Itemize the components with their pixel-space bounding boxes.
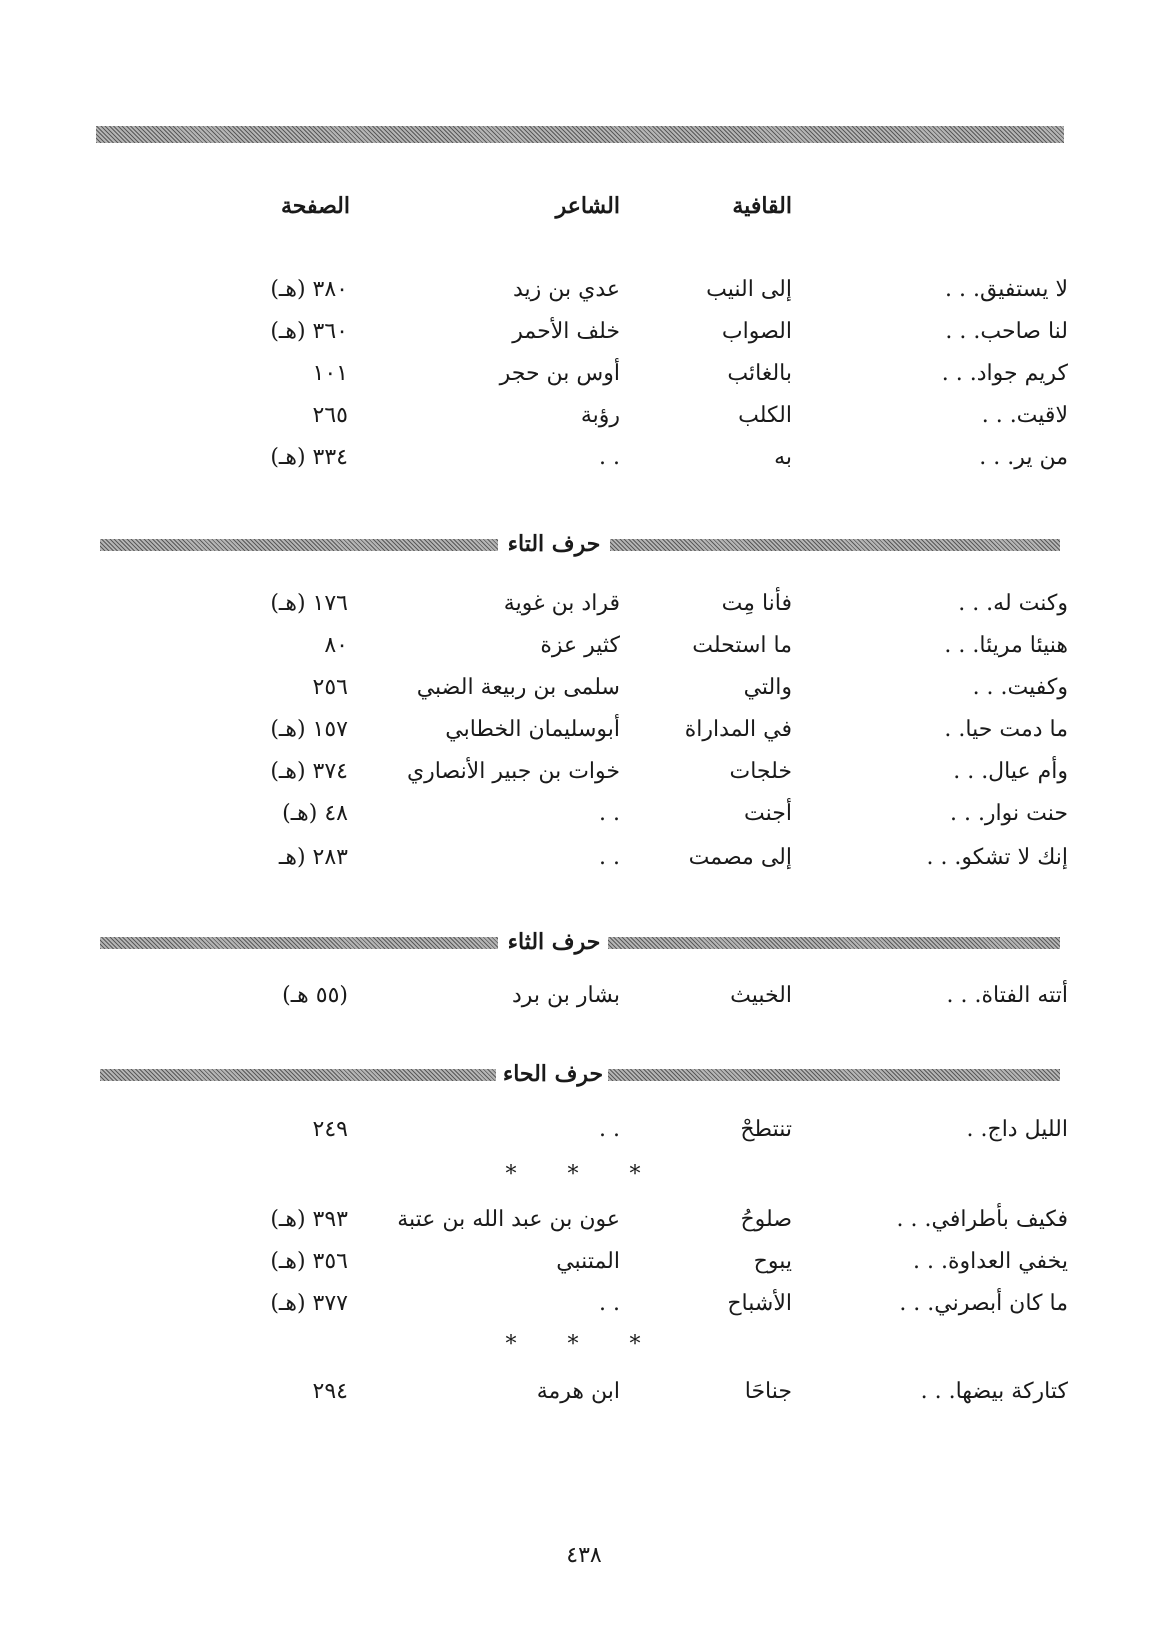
section-heading-thaa	[100, 922, 1060, 962]
poet-cell: ابن هرمة	[536, 1379, 620, 1404]
rhyme-cell: والتي	[743, 675, 792, 700]
page-number: ٤٣٨	[566, 1543, 602, 1568]
poet-cell: . .	[599, 1117, 620, 1142]
poet-cell: بشار بن برد	[512, 983, 620, 1008]
table-row	[0, 396, 1168, 436]
section-rule-left	[100, 1069, 496, 1081]
rhyme-cell: به	[774, 445, 792, 470]
page-cell: ٣٣٤ (هـ)	[270, 445, 348, 470]
poet-cell: عدي بن زيد	[512, 277, 620, 302]
poet-cell: المتنبي	[556, 1249, 620, 1274]
table-row	[0, 312, 1168, 352]
page-cell: ٢٤٩	[312, 1117, 348, 1142]
page-cell: ١٥٧ (هـ)	[270, 717, 348, 742]
page-cell: ٣٩٣ (هـ)	[270, 1207, 348, 1232]
section-title: حرف التاء	[507, 531, 601, 557]
verse-cell: وكفيت. . .	[972, 675, 1068, 700]
page-cell: ٢٩٤	[312, 1379, 348, 1404]
table-row	[0, 1372, 1168, 1412]
poet-cell: قراد بن غوية	[503, 591, 620, 616]
verse-cell: كريم جواد. . .	[941, 361, 1068, 386]
verse-cell: الليل داج. .	[966, 1117, 1068, 1142]
page-cell: ٢٦٥	[312, 403, 348, 428]
section-heading-haa	[100, 1054, 1060, 1094]
verse-cell: لنا صاحب. . .	[945, 319, 1068, 344]
page-cell: ٨٠	[324, 633, 348, 658]
section-rule-right	[608, 937, 1060, 949]
rhyme-cell: الصواب	[721, 319, 792, 344]
page-cell: ١٠١	[312, 361, 348, 386]
table-row	[0, 794, 1168, 834]
rhyme-cell: تنتطحْ	[740, 1117, 792, 1142]
poet-cell: . .	[599, 445, 620, 470]
rhyme-cell: فأنا مِت	[721, 591, 792, 616]
verse-cell: وأم عيال. . .	[953, 759, 1068, 784]
page-cell: ٣٨٠ (هـ)	[270, 277, 348, 302]
table-row	[0, 976, 1168, 1016]
poet-cell: عون بن عبد الله بن عتبة	[397, 1207, 620, 1232]
page-cell: ٤٨ (هـ)	[282, 801, 348, 826]
page-cell: ٢٨٣ (هـ	[278, 845, 348, 870]
poet-cell: . .	[599, 801, 620, 826]
verse-cell: يخفي العداوة. . .	[913, 1249, 1068, 1274]
section-rule-right	[610, 539, 1060, 551]
table-row	[0, 1110, 1168, 1150]
verse-cell: حنت نوار. . .	[949, 801, 1068, 826]
poet-cell: رؤبة	[580, 403, 620, 428]
table-row	[0, 438, 1168, 478]
table-row	[0, 710, 1168, 750]
poet-cell: أبوسليمان الخطابي	[445, 717, 620, 742]
poet-cell: كثير عزة	[540, 633, 620, 658]
rhyme-cell: صلوحُ	[740, 1207, 792, 1232]
section-title: حرف الثاء	[507, 929, 601, 955]
poet-cell: خوات بن جبير الأنصاري	[406, 759, 620, 784]
separator-stars: * * *	[505, 1162, 663, 1187]
section-rule-left	[100, 539, 498, 551]
verse-cell: هنيئا مريئا. . .	[944, 633, 1068, 658]
verse-cell: وكنت له. . .	[958, 591, 1068, 616]
rhyme-cell: إلى النيب	[706, 277, 792, 302]
rhyme-cell: خلجات	[729, 759, 792, 784]
table-row	[0, 668, 1168, 708]
page-cell: (٥٥ هـ)	[282, 983, 348, 1008]
poet-cell: خلف الأحمر	[512, 319, 620, 344]
section-title: حرف الحاء	[502, 1061, 604, 1087]
verse-cell: أتته الفتاة. . .	[946, 983, 1068, 1008]
section-heading-taa	[100, 524, 1060, 564]
top-decorative-rule	[96, 126, 1064, 143]
section-rule-right	[608, 1069, 1060, 1081]
header-rhyme: القافية	[732, 193, 792, 219]
header-page: الصفحة	[280, 193, 350, 219]
table-row	[0, 1284, 1168, 1324]
rhyme-cell: جناحَا	[744, 1379, 792, 1404]
table-row	[0, 270, 1168, 310]
separator-stars: * * *	[505, 1332, 663, 1357]
verse-cell: ما كان أبصرني. . .	[899, 1291, 1068, 1316]
table-row	[0, 752, 1168, 792]
rhyme-cell: بالغائب	[727, 361, 792, 386]
page-cell: ٣٧٤ (هـ)	[270, 759, 348, 784]
page-cell: ٣٥٦ (هـ)	[270, 1249, 348, 1274]
table-row	[0, 1200, 1168, 1240]
table-row	[0, 584, 1168, 624]
rhyme-cell: أجنت	[744, 801, 792, 826]
rhyme-cell: في المداراة	[684, 717, 792, 742]
table-row	[0, 1242, 1168, 1282]
rhyme-cell: الأشباح	[727, 1291, 792, 1316]
poet-cell: . .	[599, 1291, 620, 1316]
table-row	[0, 354, 1168, 394]
header-poet: الشاعر	[555, 193, 620, 219]
table-row	[0, 626, 1168, 666]
verse-cell: لاقيت. . .	[981, 403, 1068, 428]
poet-cell: أوس بن حجر	[499, 361, 620, 386]
rhyme-cell: إلى مصمت	[688, 845, 792, 870]
poet-cell: . .	[599, 845, 620, 870]
page-cell: ٣٦٠ (هـ)	[270, 319, 348, 344]
page-cell: ٢٥٦	[312, 675, 348, 700]
rhyme-cell: الكلب	[738, 403, 792, 428]
page-cell: ٣٧٧ (هـ)	[270, 1291, 348, 1316]
rhyme-cell: الخبيث	[730, 983, 792, 1008]
verse-cell: فكيف بأطرافي. . .	[896, 1207, 1068, 1232]
verse-cell: ما دمت حيا. .	[944, 717, 1068, 742]
rhyme-cell: ما استحلت	[692, 633, 792, 658]
verse-cell: من ير. . .	[979, 445, 1068, 470]
table-row	[0, 838, 1168, 878]
section-rule-left	[100, 937, 498, 949]
verse-cell: كتاركة بيضها. . .	[920, 1379, 1068, 1404]
column-header	[0, 186, 1168, 226]
page-cell: ١٧٦ (هـ)	[270, 591, 348, 616]
verse-cell: إنك لا تشكو. . .	[926, 845, 1068, 870]
rhyme-cell: يبوح	[753, 1249, 792, 1274]
poet-cell: سلمى بن ربيعة الضبي	[416, 675, 620, 700]
verse-cell: لا يستفيق. . .	[944, 277, 1068, 302]
